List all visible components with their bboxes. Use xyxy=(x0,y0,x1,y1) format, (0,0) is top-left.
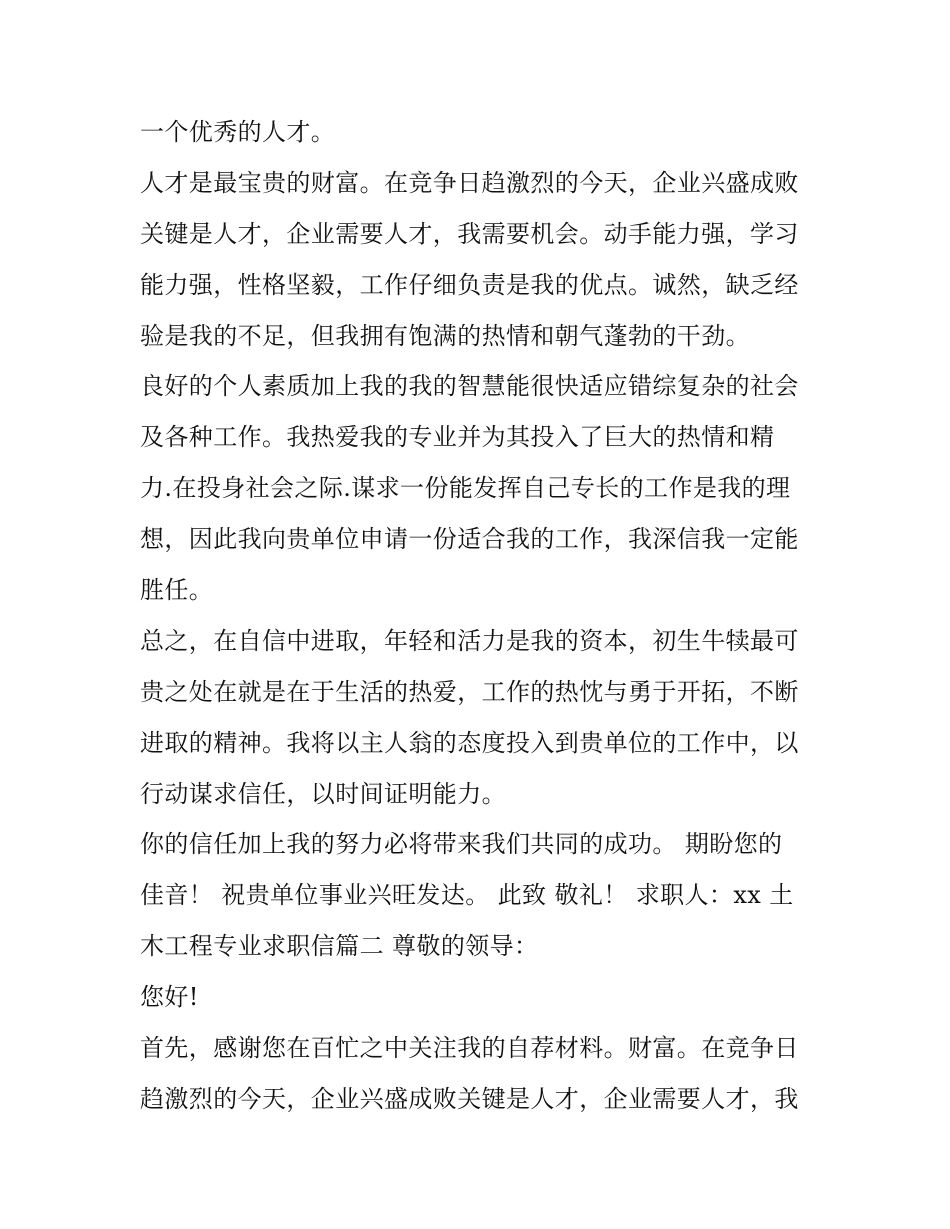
text-line: 力.在投身社会之际.谋求一份能发挥自己专长的工作是我的理 xyxy=(140,474,791,503)
text-line: 佳音！ 祝贵单位事业兴旺发达。 此致 敬礼！ 求职人：xx 土 xyxy=(140,881,794,910)
text-line: 贵之处在就是在于生活的热爱，工作的热忱与勇于开拓，不断 xyxy=(140,677,799,706)
text-line: 进取的精神。我将以主人翁的态度投入到贵单位的工作中，以 xyxy=(140,728,799,757)
text-line: 及各种工作。我热爱我的专业并为其投入了巨大的热情和精 xyxy=(140,423,775,452)
text-line: 良好的个人素质加上我的我的智慧能很快适应错综复杂的社会 xyxy=(140,372,799,401)
text-line: 你的信任加上我的努力必将带来我们共同的成功。 期盼您的 xyxy=(140,830,783,859)
text-line: 人才是最宝贵的财富。在竞争日趋激烈的今天，企业兴盛成败 xyxy=(140,168,799,197)
text-line: 胜任。 xyxy=(140,576,214,605)
document-body xyxy=(140,107,820,1125)
text-line: 首先，感谢您在百忙之中关注我的自荐材料。财富。在竞争日 xyxy=(140,1034,799,1063)
text-line: 总之，在自信中进取，年轻和活力是我的资本，初生牛犊最可 xyxy=(140,626,799,655)
text-line: 一个优秀的人才。 xyxy=(140,118,336,146)
text-line: 关键是人才，企业需要人才，我需要机会。动手能力强，学习 xyxy=(140,219,799,248)
text-line: 能力强，性格坚毅，工作仔细负责是我的优点。诚然，缺乏经 xyxy=(140,270,799,299)
text-line: 木工程专业求职信篇二 尊敬的领导： xyxy=(140,932,539,961)
text-line: 趋激烈的今天，企业兴盛成败关键是人才，企业需要人才，我 xyxy=(140,1084,799,1113)
text-line: 您好! xyxy=(140,983,199,1012)
text-line: 行动谋求信任，以时间证明能力。 xyxy=(140,779,506,808)
text-line: 验是我的不足，但我拥有饱满的热情和朝气蓬勃的干劲。 xyxy=(140,321,750,350)
text-line: 想，因此我向贵单位申请一份适合我的工作，我深信我一定能 xyxy=(140,525,799,554)
